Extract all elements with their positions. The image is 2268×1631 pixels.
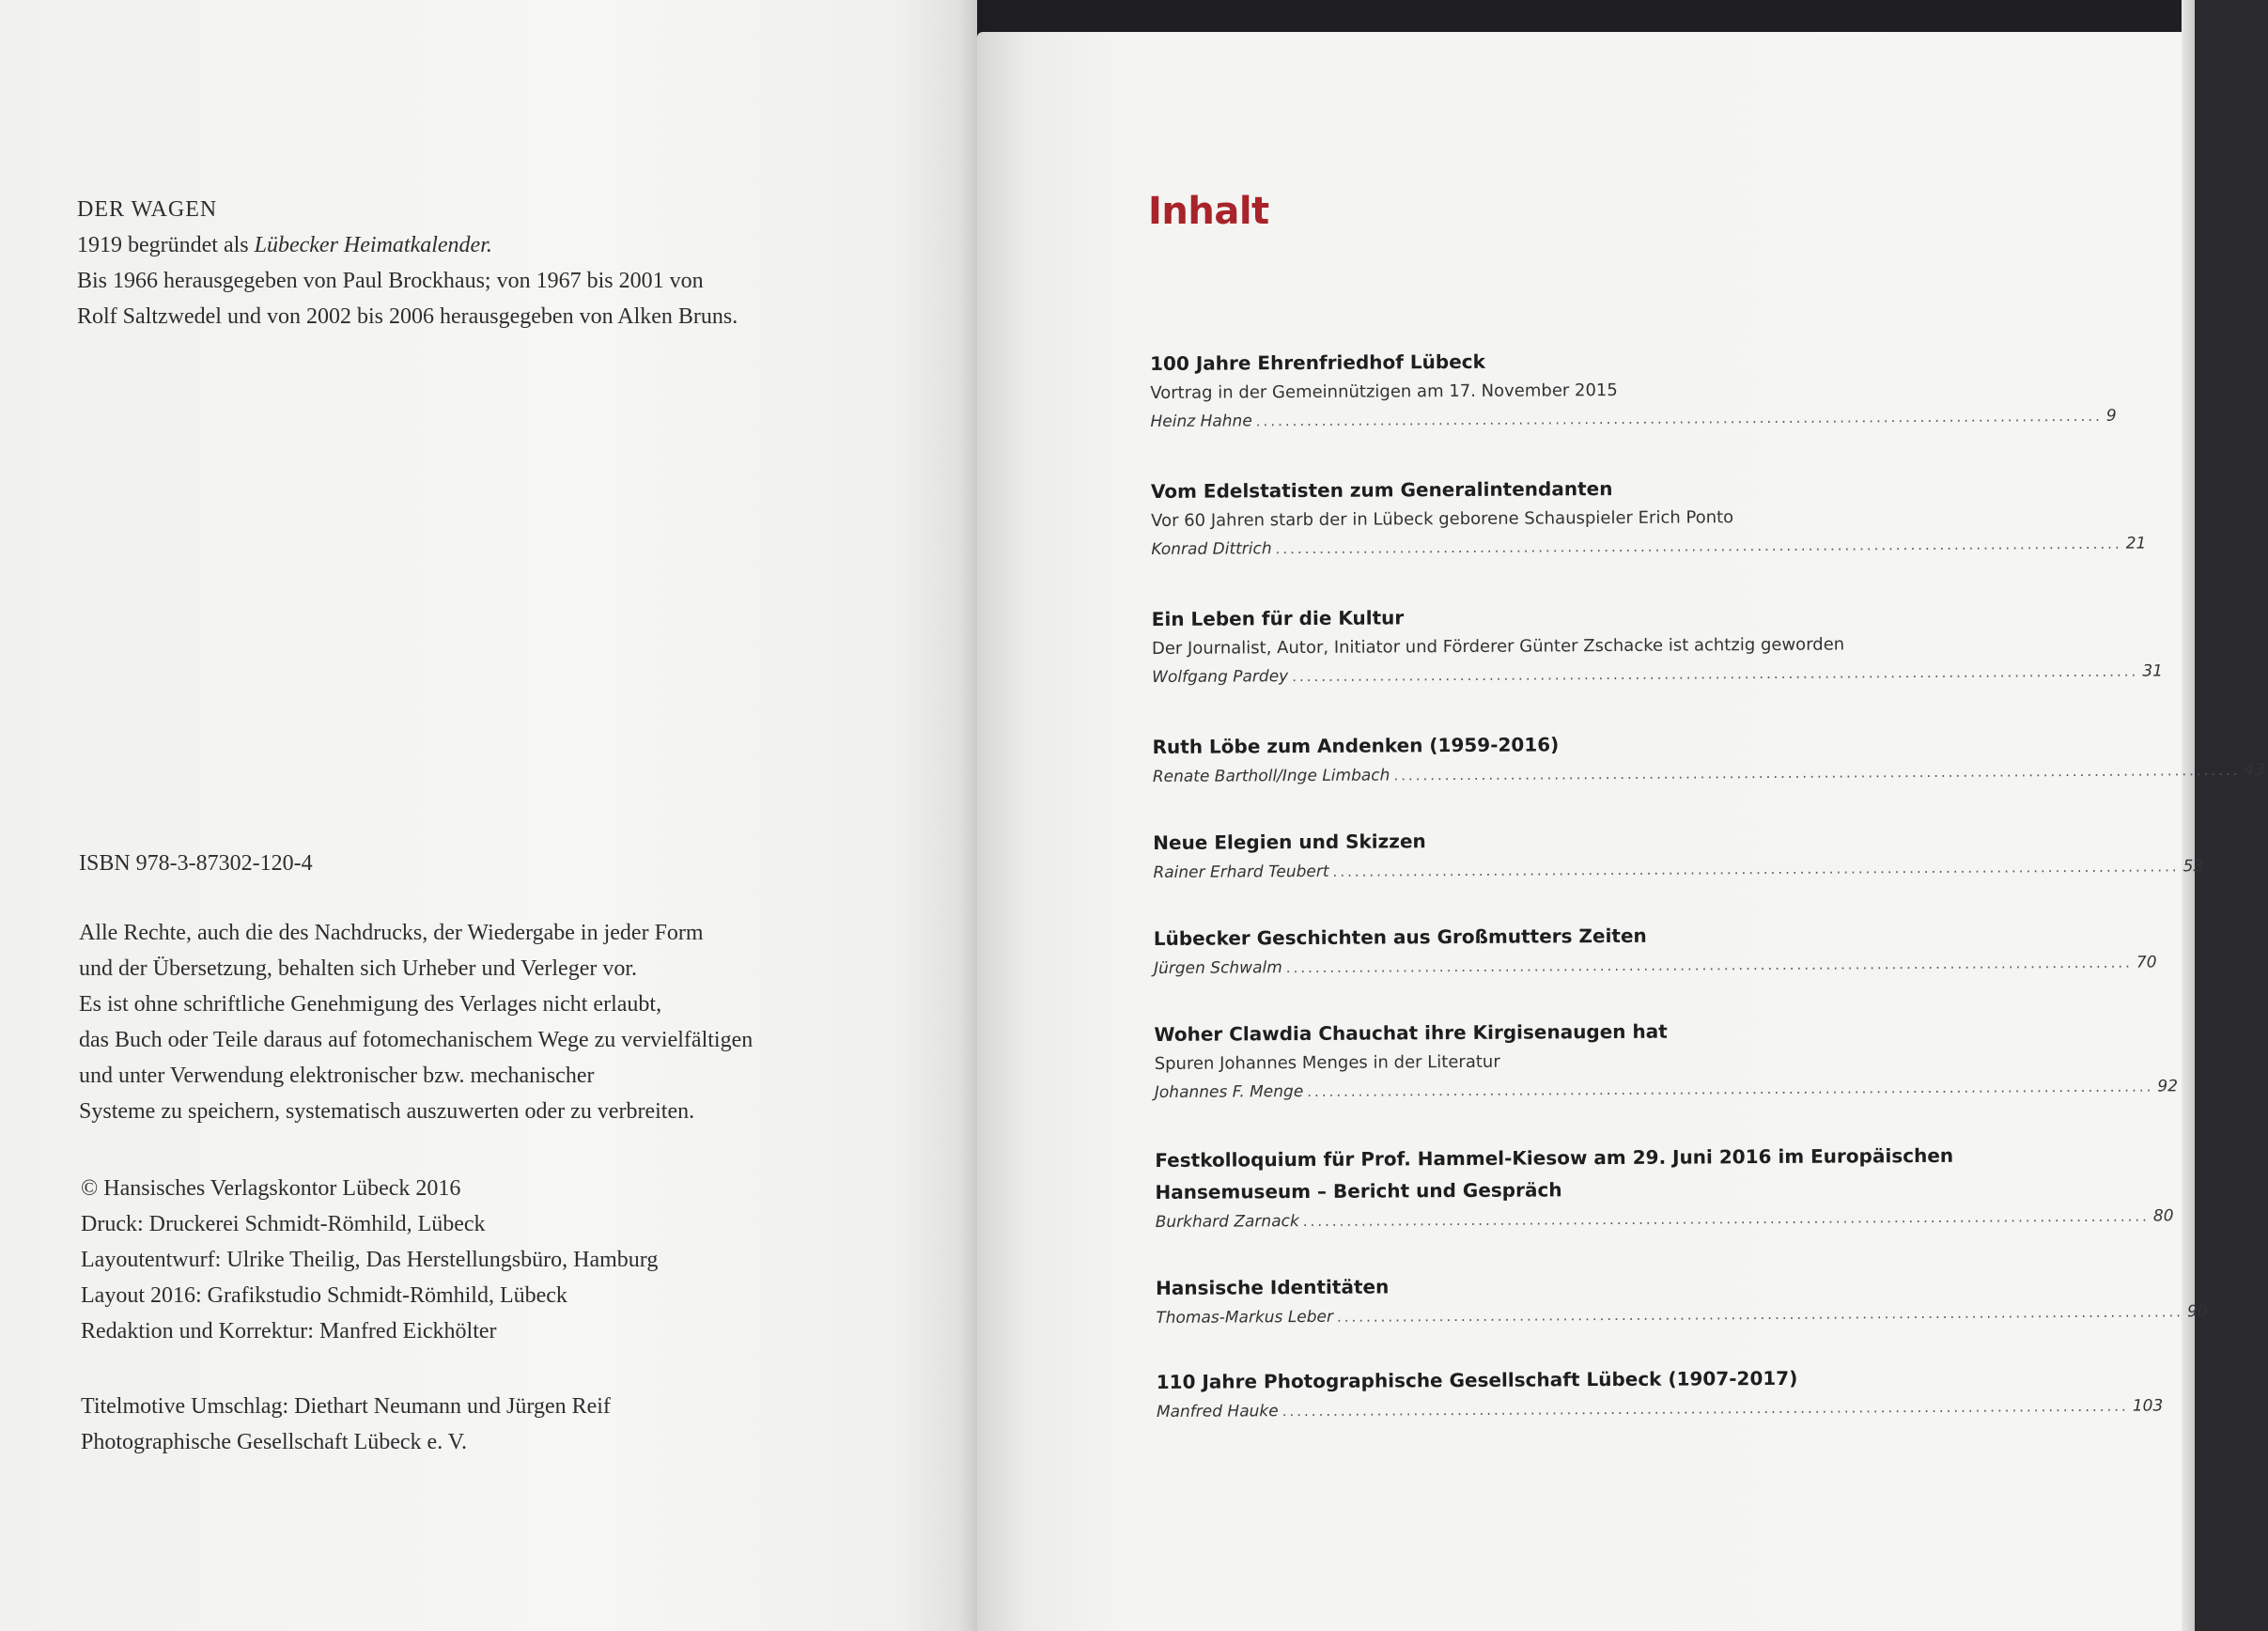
editors-line-1: Bis 1966 herausgegeben von Paul Brockhaus; von 1967 bis 2001 von	[77, 269, 704, 293]
publication-history	[77, 192, 738, 334]
toc-entry-author-line: Rainer Erhard Teubert .................................................................................................................... 53	[1153, 854, 1923, 887]
toc-entry-author-line: Heinz Hahne .................................................................................................................... 9	[1150, 403, 1920, 436]
credits	[81, 1171, 658, 1349]
rights-line: Es ist ohne schriftliche Genehmigung des Verlages nicht erlaubt,	[79, 992, 662, 1017]
toc-entry	[1150, 471, 2147, 564]
toc-entry-author: Konrad Dittrich	[1151, 539, 1272, 559]
toc-entry-page: 43	[2244, 760, 2265, 780]
rights-line: Systeme zu speichern, systematisch auszuwerten oder zu verbreiten.	[79, 1099, 695, 1124]
toc-entry-author-line: Renate Bartholl/Inge Limbach .................................................................................................................... 43	[1153, 758, 1923, 791]
toc-entry-subtitle: Der Journalist, Autor, Initiator und Förderer Günter Zschacke ist achtzig geworden	[1151, 634, 1845, 659]
toc-entry-title: 110 Jahre Photographische Gesellschaft Lübeck (1907-2017)	[1156, 1366, 1798, 1393]
toc-entry-title: Vom Edelstatisten zum Generalintendanten	[1150, 476, 1613, 503]
toc-entry-page: 9	[2105, 406, 2117, 426]
toc-entry-page: 21	[2125, 534, 2147, 553]
toc-entry-author-line: Manfred Hauke .................................................................................................................... 103	[1157, 1393, 1927, 1426]
toc-entry-page: 103	[2132, 1396, 2164, 1416]
toc-entry-title: Lübecker Geschichten aus Großmutters Zeiten	[1153, 924, 1647, 950]
cover-line: Titelmotive Umschlag: Diethart Neumann und Jürgen Reif	[81, 1394, 611, 1419]
founding-italic: Lübecker Heimatkalender.	[254, 233, 492, 257]
left-page	[0, 0, 977, 1631]
toc-entry-title: Ein Leben für die Kultur	[1151, 606, 1405, 630]
rights-line: das Buch oder Teile daraus auf fotomechanischem Wege zu vervielfältigen	[79, 1028, 753, 1052]
toc-entry-author: Heinz Hahne	[1150, 412, 1252, 431]
toc-entry-author: Renate Bartholl/Inge Limbach	[1152, 766, 1390, 786]
credit-line: © Hansisches Verlagskontor Lübeck 2016	[81, 1176, 461, 1201]
toc-entry-title: Ruth Löbe zum Andenken (1959-2016)	[1152, 733, 1560, 758]
toc-entry-page: 92	[2157, 1077, 2179, 1096]
rights-line: und der Übersetzung, behalten sich Urheber und Verleger vor.	[79, 956, 638, 981]
toc-entry-subtitle: Vor 60 Jahren starb der in Lübeck geborene Schauspieler Erich Ponto	[1151, 507, 1734, 531]
page-edge	[2182, 0, 2195, 1631]
toc-entry	[1154, 1014, 2179, 1107]
toc-entry-author-line: Thomas-Markus Leber .................................................................................................................... 90	[1156, 1299, 1926, 1332]
toc-entry-author: Jürgen Schwalm	[1153, 958, 1282, 978]
toc-entry	[1153, 822, 2204, 887]
table-of-contents	[1150, 343, 2265, 1426]
toc-entry	[1153, 918, 2157, 983]
toc-entry-page: 70	[2136, 953, 2157, 972]
founding-line: 1919 begründet als Lübecker Heimatkalender.	[77, 233, 492, 257]
toc-entry-author: Johannes F. Menge	[1154, 1082, 1304, 1102]
toc-entry-subtitle: Spuren Johannes Menges in der Literatur	[1154, 1051, 1500, 1074]
cover-line: Photographische Gesellschaft Lübeck e. V.	[81, 1430, 468, 1454]
toc-entry-author: Rainer Erhard Teubert	[1153, 862, 1329, 882]
toc-entry	[1156, 1361, 2164, 1426]
toc-title: Inhalt	[1148, 190, 1269, 233]
toc-entry-author-line: Konrad Dittrich .................................................................................................................... 21	[1151, 531, 1921, 564]
toc-entry	[1152, 726, 2265, 791]
toc-entry-author: Wolfgang Pardey	[1152, 667, 1289, 687]
toc-entry	[1150, 343, 2117, 436]
toc-entry-title-continued: Hansemuseum – Bericht und Gespräch	[1155, 1178, 1562, 1204]
toc-entry-title: Neue Elegien und Skizzen	[1153, 830, 1426, 854]
toc-entry	[1151, 598, 2164, 691]
toc-entry-page: 90	[2186, 1302, 2208, 1322]
credit-line: Layoutentwurf: Ulrike Theilig, Das Herstellungsbüro, Hamburg	[81, 1248, 659, 1272]
isbn: ISBN 978-3-87302-120-4	[79, 851, 313, 876]
cover-credits	[81, 1389, 611, 1460]
toc-entry-author-line: Wolfgang Pardey .................................................................................................................... 31	[1152, 659, 1922, 691]
toc-entry-author: Thomas-Markus Leber	[1156, 1307, 1334, 1328]
toc-entry-title: Festkolloquium für Prof. Hammel-Kiesow am 29. Juni 2016 im Europäischen	[1155, 1143, 1954, 1172]
credit-line: Layout 2016: Grafikstudio Schmidt-Römhild, Lübeck	[81, 1283, 567, 1308]
toc-entry-title: Woher Clawdia Chauchat ihre Kirgisenaugen hat	[1154, 1019, 1668, 1046]
editors-line-2: Rolf Saltzwedel und von 2002 bis 2006 herausgegeben von Alken Bruns.	[77, 304, 738, 329]
credit-line: Redaktion und Korrektur: Manfred Eickhölter	[81, 1319, 497, 1344]
toc-entry-title: 100 Jahre Ehrenfriedhof Lübeck	[1150, 350, 1485, 375]
toc-entry-title: Hansische Identitäten	[1156, 1275, 1390, 1299]
credit-line: Druck: Druckerei Schmidt-Römhild, Lübeck	[81, 1212, 486, 1236]
toc-entry	[1156, 1267, 2208, 1332]
rights-line: Alle Rechte, auch die des Nachdrucks, der Wiedergabe in jeder Form	[79, 921, 704, 945]
rights-line: und unter Verwendung elektronischer bzw. mechanischer	[79, 1064, 595, 1088]
toc-entry-page: 53	[2183, 857, 2204, 877]
toc-entry-subtitle: Vortrag in der Gemeinnützigen am 17. November 2015	[1150, 380, 1618, 403]
toc-entry-author: Burkhard Zarnack	[1155, 1212, 1299, 1232]
toc-entry-author-line: Burkhard Zarnack .................................................................................................................... 80	[1156, 1204, 1926, 1236]
toc-entry-page: 80	[2152, 1206, 2174, 1226]
toc-entry-author-line: Jürgen Schwalm .................................................................................................................... 70	[1154, 950, 1924, 983]
toc-entry-page: 31	[2142, 661, 2164, 681]
toc-entry	[1155, 1140, 2174, 1236]
toc-entry-author: Manfred Hauke	[1156, 1402, 1279, 1421]
series-title: DER WAGEN	[77, 197, 218, 222]
toc-entry-author-line: Johannes F. Menge .................................................................................................................... 92	[1155, 1074, 1925, 1107]
rights-notice	[79, 915, 753, 1129]
